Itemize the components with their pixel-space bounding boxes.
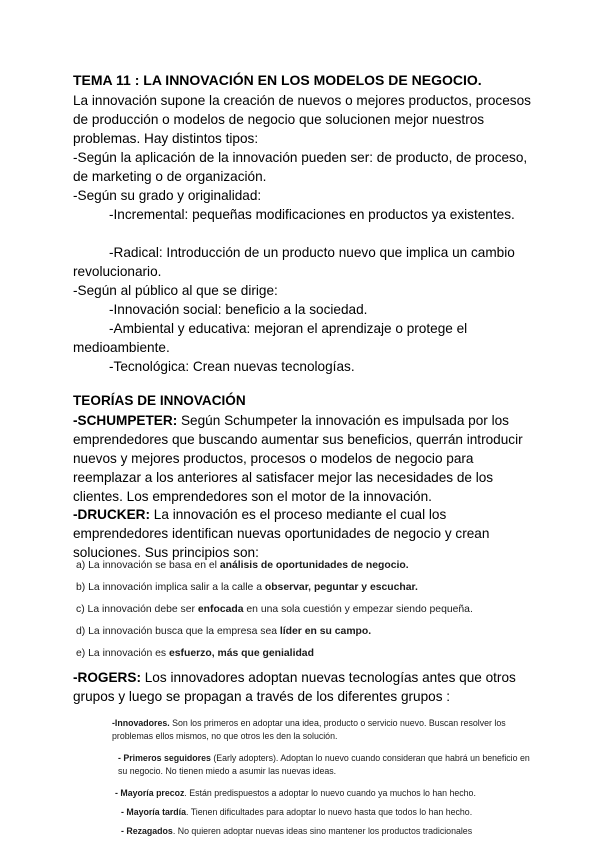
drucker-name: -DRUCKER: [73,507,151,522]
rogers-group-laggards: - Rezagados. No quieren adoptar nuevas ideas sino mantener los productos tradicionales [121,826,473,836]
type-social: -Innovación social: beneficio a la sociedad. [109,302,368,317]
schumpeter-paragraph [73,411,543,506]
type-incremental: -Incremental: pequeñas modificaciones en productos ya existentes. [109,207,515,222]
drucker-principle-b: b) La innovación implica salir a la calle a observar, peguntar y escuchar. [76,582,418,593]
type-radical: -Radical: Introducción de un producto nuevo que implica un cambio revolucionario. [73,245,515,279]
rogers-group-early-adopters: - Primeros seguidores (Early adopters). Adoptan lo nuevo cuando consideran que habrá un beneficio en su negocio. No tienen miedo a asumir las nuevas ideas. [118,753,530,776]
rogers-name: -ROGERS: [73,670,141,685]
rogers-group-late-majority: - Mayoría tardía. Tienen dificultades para adoptar lo nuevo hasta que todos lo han hecho. [121,807,473,817]
theories-heading: TEORÍAS DE INNOVACIÓN [73,393,246,408]
drucker-paragraph [73,505,543,562]
schumpeter-name: -SCHUMPETER: [73,413,178,428]
page-title: TEMA 11 : LA INNOVACIÓN EN LOS MODELOS DE NEGOCIO. [73,72,482,88]
drucker-principle-e: e) La innovación es esfuerzo, más que genialidad [76,648,314,659]
rogers-group-innovators: -Innovadores. Son los primeros en adoptar una idea, producto o servicio nuevo. Buscan resolver los problemas ellos mismos, no que otros les den la solución. [112,718,506,741]
rogers-group-early-majority: - Mayoría precoz. Están predispuestos a adoptar lo nuevo cuando ya muchos lo han hecho. [115,788,476,798]
drucker-principle-c: c) La innovación debe ser enfocada en una sola cuestión y empezar siendo pequeña. [76,604,473,615]
type-environmental: -Ambiental y educativa: mejoran el aprendizaje o protege el medioambiente. [73,321,468,355]
drucker-principle-d: d) La innovación busca que la empresa sea líder en su campo. [76,626,372,637]
types-by-application: -Según la aplicación de la innovación pueden ser: de producto, de proceso, de marketing o de organización. [73,150,528,184]
intro-paragraph: La innovación supone la creación de nuevos o mejores productos, procesos de producción o modelos de negocio que solucionen mejor nuestros problemas. Hay distintos tipos: [73,93,531,146]
types-by-degree: -Según su grado y originalidad: [73,188,262,203]
types-by-audience: -Según al público al que se dirige: [73,283,278,298]
rogers-paragraph [73,668,543,706]
drucker-principle-a: a) La innovación se basa en el análisis de oportunidades de negocio. [76,560,409,571]
rogers-text: Los innovadores adoptan nuevas tecnologías antes que otros grupos y luego se propagan a través de los diferentes grupos : [73,670,516,704]
drucker-text: La innovación es el proceso mediante el cual los emprendedores identifican nuevas oportunidades de negocio y crean soluciones. Sus principios son: [73,507,490,560]
type-technological: -Tecnológica: Crean nuevas tecnologías. [109,359,355,374]
schumpeter-text: Según Schumpeter la innovación es impulsada por los emprendedores que buscando aumentar sus beneficios, querrán introducir nuevos y mejores productos, procesos o modelos de negocio para reemplazar a los anteriores al satisfacer mejor las necesidades de los clientes. Los emprendedores son el motor de la innovación. [73,413,523,504]
